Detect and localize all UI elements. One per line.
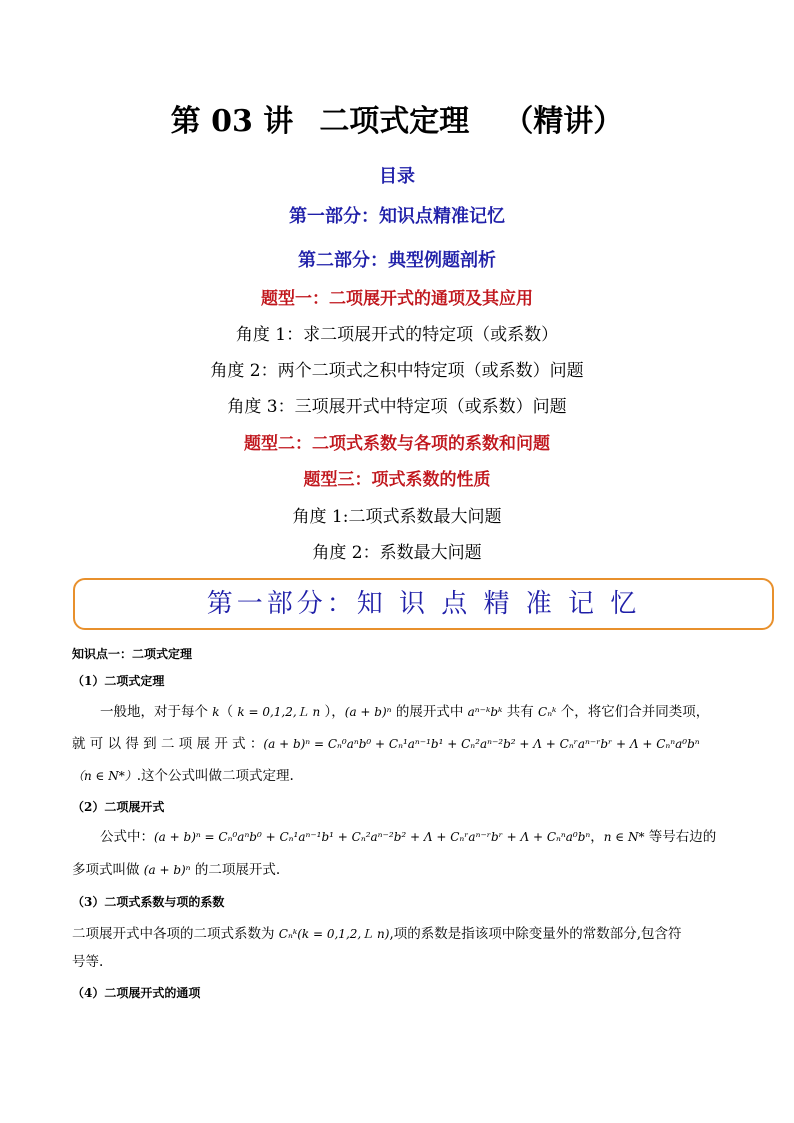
- subheading-4: （4）二项展开式的通项: [72, 986, 201, 1000]
- section-title: 第一部分：知 识 点 精 准 记 忆: [206, 589, 641, 619]
- subheading-3: （3）二项式系数与项的系数: [72, 895, 225, 909]
- page-title: [0, 96, 794, 140]
- paragraph-1-line-3: （n ∈ N*）.这个公式叫做二项式定理.: [72, 768, 294, 784]
- toc-angle1: 角度 1：求二项展开式的特定项（或系数）: [235, 325, 559, 345]
- paragraph-1-line-1: 一般地，对于每个 k（ k = 0,1,2,Ｌ n ），(a + b)ⁿ 的展开式中 aⁿ⁻ᵏbᵏ 共有 Cₙᵏ 个，将它们合并同类项，: [100, 704, 710, 720]
- toc-type1: 题型一：二项展开式的通项及其应用: [261, 289, 533, 309]
- toc-angle3: 角度 3：三项展开式中特定项（或系数）问题: [227, 397, 567, 417]
- paragraph-2-line-2: 多项式叫做 (a + b)ⁿ 的二项展开式.: [72, 862, 281, 878]
- paragraph-3-line-2: 号等.: [72, 954, 104, 970]
- subheading-1: （1）二项式定理: [72, 674, 165, 688]
- title-tag: （精讲）: [503, 104, 624, 139]
- paragraph-3-line-1: 二项展开式中各项的二项式系数为 Cₙᵏ(k = 0,1,2,Ｌ n),项的系数是指该项中除变量外的常数部分,包含符: [72, 926, 682, 942]
- toc-heading: 目录: [379, 166, 415, 187]
- toc-type3: 题型三：项式系数的性质: [303, 470, 491, 490]
- paragraph-2-line-1: 公式中：(a + b)ⁿ = Cₙ⁰aⁿb⁰ + Cₙ¹aⁿ⁻¹b¹ + Cₙ²aⁿ⁻²b² + Λ + Cₙʳaⁿ⁻ʳbʳ + Λ + Cₙⁿa⁰bⁿ，n ∈ N* 等号右边的: [100, 829, 717, 845]
- binomial-theorem-formula: (a + b)ⁿ = Cₙ⁰aⁿb⁰ + Cₙ¹aⁿ⁻¹b¹ + Cₙ²aⁿ⁻²b² + Λ + Cₙʳaⁿ⁻ʳbʳ + Λ + Cₙⁿa⁰bⁿ: [263, 737, 700, 751]
- section-banner: [73, 578, 774, 630]
- toc-part2: 第二部分：典型例题剖析: [298, 250, 496, 271]
- subheading-2: （2）二项展开式: [72, 800, 165, 814]
- toc-part1: 第一部分：知识点精准记忆: [289, 206, 505, 227]
- toc-type2: 题型二：二项式系数与各项的系数和问题: [244, 434, 550, 454]
- title-topic: 二项式定理: [319, 104, 470, 139]
- title-lecture: 第 03 讲: [170, 104, 294, 139]
- binomial-expansion-formula: (a + b)ⁿ = Cₙ⁰aⁿb⁰ + Cₙ¹aⁿ⁻¹b¹ + Cₙ²aⁿ⁻²b² + Λ + Cₙʳaⁿ⁻ʳbʳ + Λ + Cₙⁿa⁰bⁿ: [154, 830, 591, 844]
- toc-angle2: 角度 2：两个二项式之积中特定项（或系数）问题: [210, 361, 584, 381]
- knowledge-point-heading: 知识点一：二项式定理: [72, 647, 193, 661]
- toc-angle5: 角度 2：系数最大问题: [312, 543, 482, 563]
- paragraph-1-line-2: 就 可 以 得 到 二 项 展 开 式 ：(a + b)ⁿ = Cₙ⁰aⁿb⁰ + Cₙ¹aⁿ⁻¹b¹ + Cₙ²aⁿ⁻²b² + Λ + Cₙʳaⁿ⁻ʳbʳ + Λ + Cₙⁿa⁰bⁿ: [72, 736, 700, 752]
- toc-angle4: 角度 1:二项式系数最大问题: [292, 507, 502, 527]
